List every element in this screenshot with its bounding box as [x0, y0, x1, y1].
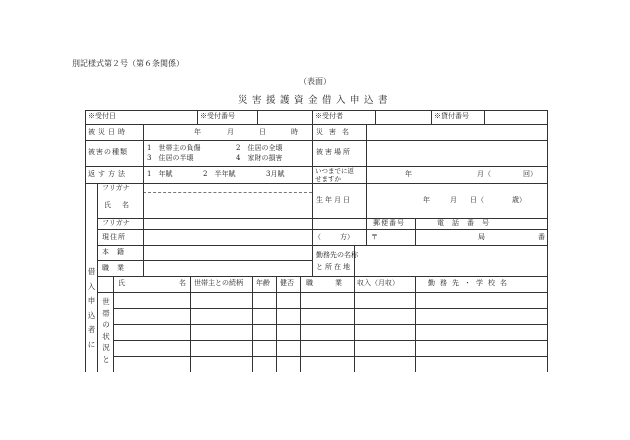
loan-number-label: ※貸付番号 [434, 112, 469, 120]
table-rule [312, 110, 313, 124]
furigana-label-2: フリガナ [102, 219, 130, 227]
occupation-label: 職業 [102, 264, 132, 272]
repayment-until-label-1: いつまでに返 [315, 167, 354, 175]
repayment-method-label: 返す方法 [88, 170, 128, 178]
table-rule [375, 110, 376, 124]
side-label: （表面） [299, 77, 331, 86]
birth-day-unit: 日（ [470, 196, 484, 204]
table-border-left [85, 110, 86, 372]
age-header: 年齢 [256, 279, 270, 287]
damage-place-label: 被害場所 [316, 148, 352, 156]
table-rule [257, 110, 258, 124]
damage-type-label: 被害の種類 [88, 148, 128, 156]
age-unit: 歳） [512, 196, 526, 204]
income-header: 収入（月収） [357, 279, 399, 287]
member-name-header-right: 名 [179, 279, 186, 287]
table-rule [484, 110, 485, 124]
member-name-header-left: 氏 [118, 279, 125, 287]
damage-option-1: 1 世帯主の負傷 [147, 144, 201, 152]
table-rule [97, 229, 547, 230]
table-rule [190, 276, 191, 372]
applicant-section-char: 申 [87, 296, 96, 305]
phone-number-label: 電話番号 [437, 219, 497, 227]
damage-option-2: 2 住居の全壊 [236, 144, 283, 152]
repayment-until-label-2: せますか [315, 175, 341, 183]
repayment-option-monthly: 3月賦 [266, 170, 285, 178]
form-title: 災害援護資金借入申込書 [237, 95, 392, 106]
table-rule [97, 183, 98, 372]
birth-date-label: 生年月日 [316, 196, 352, 204]
disaster-month-unit: 月 [227, 128, 234, 136]
address-suffix: 方） [340, 233, 354, 241]
receiver-label: ※受付者 [315, 112, 343, 120]
disaster-name-label: 災害名 [316, 128, 355, 136]
table-rule [300, 276, 301, 372]
household-section-char: 状 [102, 331, 110, 341]
disaster-year-unit: 年 [194, 128, 201, 136]
household-section-char: の [102, 320, 110, 329]
table-rule [97, 245, 547, 246]
table-rule [354, 276, 355, 372]
furigana-divider [143, 192, 312, 193]
phone-bureau-unit: 局 [478, 233, 485, 241]
damage-option-3: 3 住居の半壊 [147, 154, 194, 162]
table-rule [113, 340, 547, 341]
table-rule [197, 110, 198, 124]
table-rule [97, 292, 547, 293]
phone-number-unit: 番 [538, 233, 545, 241]
damage-option-4: 4 家財の損害 [236, 154, 283, 162]
relation-header: 世帯主との続柄 [194, 279, 243, 287]
applicant-section-label [87, 268, 96, 348]
repayment-times-unit: 回） [523, 170, 537, 178]
member-occupation-header: 職業 [306, 279, 364, 287]
applicant-section-char: 込 [87, 310, 96, 320]
table-rule [97, 276, 547, 277]
table-rule [252, 276, 253, 372]
form-number: 別記様式第２号（第６条関係） [72, 59, 184, 68]
household-section-char: と [102, 354, 110, 364]
disaster-hour-unit: 時 [291, 128, 298, 136]
workplace-school-header: 勤務先・学校名 [428, 279, 512, 287]
birth-year-unit: 年 [423, 196, 430, 204]
table-rule [276, 276, 277, 372]
birth-month-unit: 月 [450, 196, 457, 204]
received-date-label: ※受付日 [88, 112, 116, 120]
table-border-right [547, 110, 548, 372]
disaster-date-label: 被災日時 [88, 128, 128, 136]
table-rule [113, 324, 547, 325]
household-section-char: 世 [102, 297, 110, 306]
repayment-year-unit: 年 [405, 170, 412, 178]
address-label: 現住所 [102, 233, 126, 241]
table-rule [85, 124, 547, 125]
name-label: 氏 名 [104, 201, 131, 209]
table-rule [143, 124, 144, 245]
workplace-label-2: と所在地 [316, 263, 352, 271]
table-rule [97, 260, 312, 261]
health-header: 健否 [280, 279, 294, 287]
applicant-section-char: 入 [87, 281, 96, 291]
table-rule [143, 245, 144, 276]
household-section-char: 帯 [102, 308, 110, 318]
applicant-section-char: に [87, 339, 96, 349]
table-rule [366, 124, 367, 245]
table-border-top [85, 110, 547, 111]
table-rule [113, 276, 114, 372]
disaster-day-unit: 日 [259, 128, 266, 136]
table-rule [415, 218, 416, 245]
repayment-month-unit: 月（ [477, 170, 491, 178]
address-paren-open: （ [314, 233, 321, 241]
applicant-section-char: 借 [87, 267, 96, 276]
table-rule [415, 276, 416, 372]
table-rule [113, 356, 547, 357]
household-section-label [100, 298, 112, 363]
table-rule [354, 245, 355, 276]
domicile-label: 本籍 [102, 248, 132, 256]
household-section-char: 況 [102, 343, 110, 352]
table-rule [113, 308, 547, 309]
table-rule [85, 140, 547, 141]
furigana-label: フリガナ [102, 184, 130, 192]
reception-number-label: ※受付番号 [200, 112, 235, 120]
postal-mark: 〒 [371, 233, 378, 241]
workplace-label-1: 勤務先の名称 [316, 251, 358, 259]
applicant-section-char: 者 [87, 325, 96, 334]
table-rule [312, 124, 313, 276]
repayment-option-semiannual: 2 半年賦 [203, 170, 236, 178]
repayment-option-annual: 1 年賦 [147, 170, 173, 178]
postal-code-label: 郵便番号 [373, 219, 405, 227]
table-rule [85, 183, 547, 184]
table-rule [431, 110, 432, 124]
